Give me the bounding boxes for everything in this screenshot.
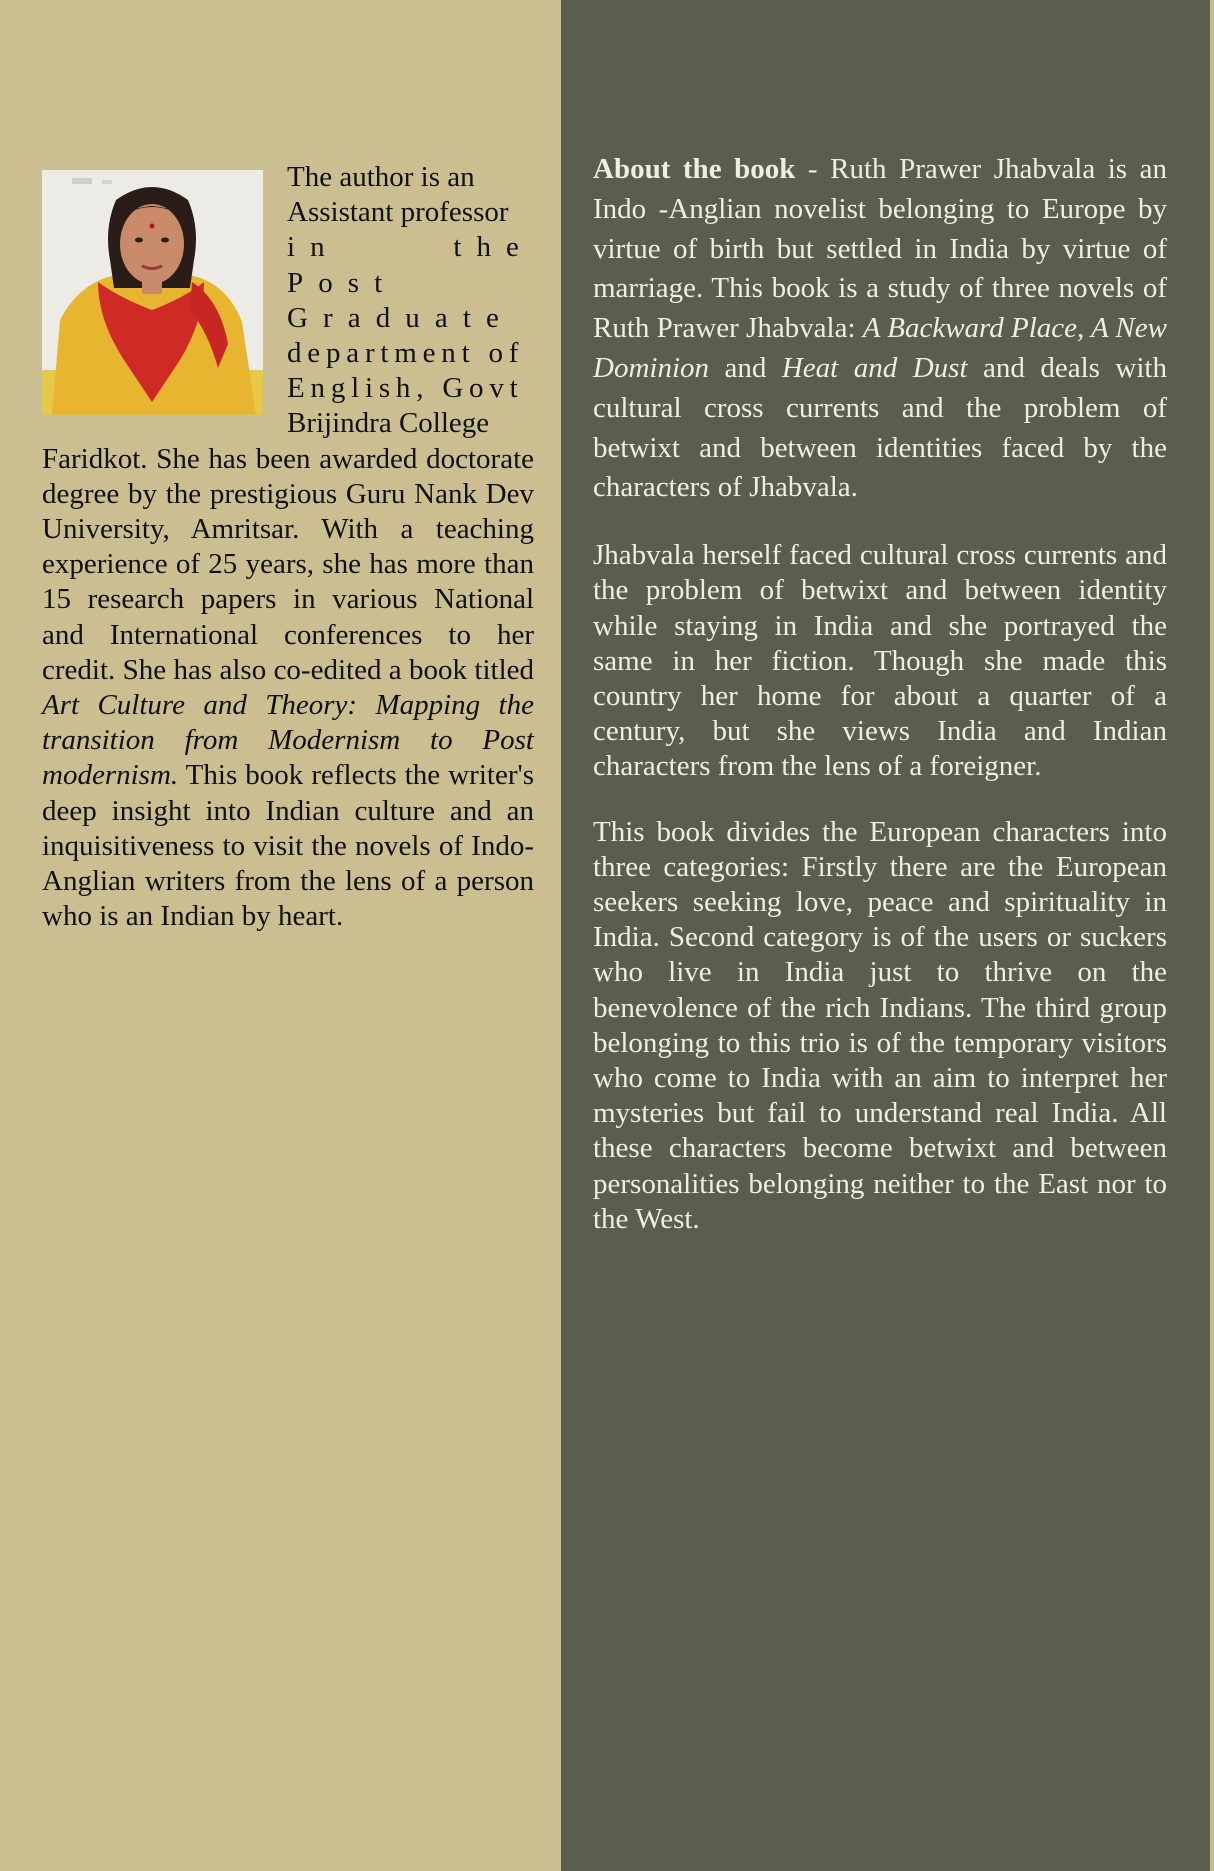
- about-paragraph-2: Jhabvala herself faced cultural cross currents and the problem of betwixt and between identity while staying in India and she portrayed the same in her fiction. Though she made this country her home for about a quarter of a century, but she views India and Indian characters from the lens of a foreigner.: [593, 539, 1167, 783]
- about-heading: About the book: [593, 153, 796, 185]
- about-the-book: [593, 150, 1167, 1267]
- bio-line-5: department of: [287, 337, 525, 370]
- novel-title-heat-and-dust: Heat and Dust: [781, 351, 968, 384]
- bio-line-4: Graduate: [287, 301, 514, 334]
- bio-line-7: Brijindra College: [287, 407, 490, 440]
- about-paragraph-1: [593, 150, 1167, 508]
- bio-line-1: The author is an: [287, 161, 475, 193]
- novel-titles: A Backward Place, A New Dominion: [593, 312, 1167, 384]
- bio-text: Faridkot. She has been awarded doctorate degree by the prestigious Guru Nank Dev University, Amritsar. With a teaching experience of 25 years, she has more than 15 research papers in various National and International conferences to her credit. She has also co-edited a book titled: [42, 442, 534, 686]
- co-edited-book-title: Art Culture and Theory: Mapping the transition from Modernism to Post modernism.: [42, 689, 534, 792]
- bio-line-2: Assistant professor: [287, 196, 509, 229]
- bio-line-6: English, Govt: [287, 372, 524, 405]
- cover-edge-strip: [1210, 0, 1214, 1871]
- bio-line-3: in the Post: [287, 231, 534, 299]
- about-intro-text: - Ruth Prawer Jhabvala is an Indo -Anglian novelist belonging to Europe by virtue of birth but settled in India by virtue of marriage. This book is a study of three novels of Ruth Prawer Jhabvala:: [593, 153, 1168, 345]
- about-paragraph-3: This book divides the European characters into three categories: Firstly there are the European seekers seeking love, peace and spirituality in India. Second category is of the users or suckers who live in India just to thrive on the benevolence of the rich Indians. The third group belonging to this trio is of the temporary visitors who come to India with an aim to interpret her mysteries but fail to understand real India. All these characters become betwixt and between personalities belonging neither to the East nor to the West.: [593, 815, 1167, 1235]
- author-portrait-icon: [42, 170, 263, 415]
- author-bio: [42, 160, 534, 934]
- about-and-text: and: [709, 351, 782, 384]
- bio-text-end: This book reflects the writer's deep insight into Indian culture and an inquisitiveness to visit the novels of Indo- Anglian writers from the lens of a person who is an Indian by heart.: [42, 759, 534, 933]
- about-paragraph-1-end: and deals with cultural cross currents and the problem of betwixt and between identities faced by the characters of Jhabvala.: [593, 351, 1167, 504]
